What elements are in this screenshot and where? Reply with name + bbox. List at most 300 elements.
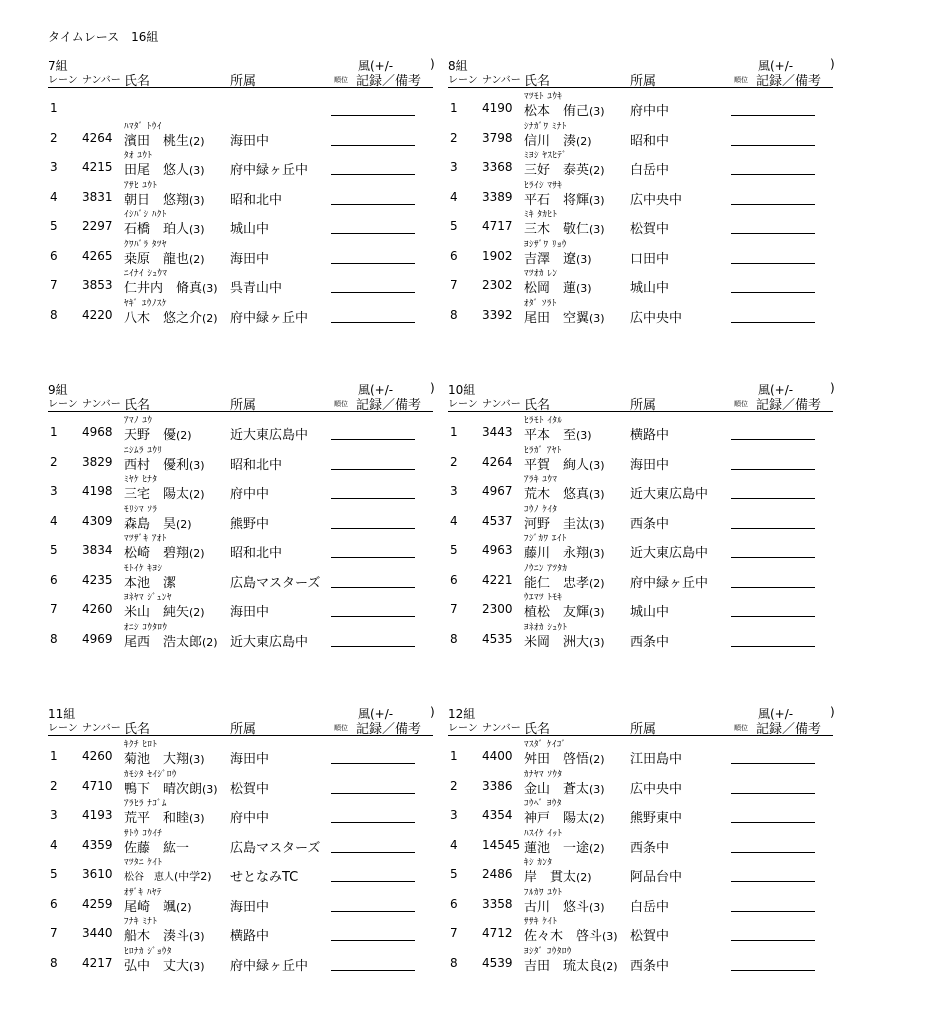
name-kana: ｺｳﾉ ｹｲﾀ [524, 504, 558, 515]
athlete-grade: (2) [189, 134, 205, 148]
entry-row [48, 148, 433, 178]
bib-number: 4221 [482, 572, 513, 587]
heat-block [448, 381, 833, 649]
lane-number: 1 [450, 749, 458, 763]
lane-header: レーン [448, 75, 478, 86]
bib-number: 4535 [482, 631, 513, 646]
entry-row [48, 472, 433, 502]
bib-number: 2302 [482, 278, 513, 292]
entry-row [48, 296, 433, 326]
athlete-name-text: 佐藤 紘一 [124, 840, 190, 856]
record-field[interactable] [331, 881, 415, 882]
affiliation: 海田中 [230, 605, 270, 620]
affiliation: 近大東広島中 [630, 546, 709, 561]
name-kana: ﾊｽｲｹ ｲｯﾄ [524, 828, 563, 839]
bib-number: 4967 [482, 484, 513, 498]
bib-number: 4717 [482, 219, 513, 233]
athlete-name-text: 河野 圭汰 [524, 516, 590, 532]
athlete-grade: (3) [589, 900, 605, 914]
bib-number: 3831 [82, 189, 113, 204]
lane-number: 6 [450, 572, 458, 587]
bib-number: 4969 [82, 631, 113, 646]
athlete-name [524, 513, 605, 532]
lane-number: 7 [50, 278, 58, 292]
name-kana: ｳｴﾏﾂ ﾄﾓｷ [524, 593, 563, 603]
name-kana: ｱﾏﾉ ﾕｳ [124, 416, 153, 426]
athlete-grade: (3) [576, 252, 592, 266]
affiliation: 府中中 [630, 104, 670, 119]
athlete-grade: (3) [589, 193, 605, 207]
name-header: 氏名 [124, 722, 151, 737]
bib-number: 2297 [82, 219, 113, 233]
athlete-name-text: 石橋 珀人 [124, 222, 190, 237]
athlete-name [124, 424, 192, 443]
record-field[interactable] [731, 469, 815, 470]
bib-number: 2300 [482, 602, 513, 616]
athlete-name-text: 三宅 陽太 [124, 487, 190, 502]
name-kana: ｱﾗｷ ﾕｳﾏ [524, 475, 558, 485]
record-field[interactable] [331, 292, 415, 293]
wind-label: 風(+/- [758, 59, 794, 73]
record-field[interactable] [331, 263, 415, 264]
name-kana: ﾀｵ ﾕｳﾄ [124, 151, 153, 161]
record-field[interactable] [731, 498, 815, 499]
wind-close: ) [430, 57, 435, 71]
athlete-name [524, 542, 605, 561]
athlete-name-text: 荒木 悠真 [524, 487, 590, 502]
affiliation: 昭和中 [630, 133, 670, 149]
affiliation: 府中緑ヶ丘中 [230, 958, 309, 974]
lane-number: 3 [50, 484, 58, 498]
name-kana: ｻﾄｳ ｺｳｲﾁ [124, 828, 163, 839]
bib-number: 3610 [82, 867, 113, 881]
heat-block [448, 705, 833, 973]
record-field[interactable] [331, 763, 415, 764]
entry-row [448, 620, 833, 650]
lane-number: 4 [450, 837, 458, 852]
record-field[interactable] [331, 911, 415, 912]
athlete-name-text: 吉澤 遼 [524, 251, 577, 267]
bib-number: 3440 [82, 926, 113, 940]
record-field[interactable] [331, 940, 415, 941]
name-kana: ﾏﾂﾀﾆ ｹｲﾄ [124, 858, 163, 868]
bib-number: 3392 [482, 307, 513, 322]
rank-header: 順位 [334, 76, 348, 84]
heat-header [448, 381, 833, 413]
record-field[interactable] [331, 498, 415, 499]
affiliation: 広中央中 [630, 781, 683, 797]
entry-row [48, 89, 433, 119]
wind-label: 風(+/- [358, 383, 394, 397]
lane-number: 7 [450, 926, 458, 940]
affiliation: 松賀中 [230, 781, 270, 797]
lane-number: 5 [50, 543, 58, 557]
heat-label: 9組 [48, 383, 68, 397]
lane-number: 2 [450, 130, 458, 145]
lane-number: 6 [50, 572, 58, 587]
record-field[interactable] [331, 174, 415, 175]
affiliation-header: 所属 [630, 398, 657, 413]
athlete-grade: (3) [189, 959, 205, 973]
affiliation: 昭和北中 [230, 457, 283, 473]
record-header: 記録／備考 [356, 74, 422, 89]
wind-label: 風(+/- [758, 707, 794, 721]
athlete-name [524, 100, 605, 119]
affiliation: 横路中 [230, 929, 270, 944]
record-field[interactable] [731, 881, 815, 882]
athlete-name-text: 蓮池 一途 [524, 840, 590, 856]
bib-number: 3798 [482, 130, 513, 145]
athlete-name-text: 岸 貫太 [524, 870, 577, 885]
record-field[interactable] [731, 940, 815, 941]
name-header: 氏名 [524, 74, 551, 89]
entry-row [448, 148, 833, 178]
lane-number: 2 [450, 454, 458, 469]
record-field[interactable] [331, 439, 415, 440]
athlete-name-text: 尾田 空翼 [524, 310, 590, 326]
record-header: 記録／備考 [756, 398, 822, 413]
name-kana: ｱｻﾋ ﾕｳﾄ [124, 180, 158, 191]
record-field[interactable] [731, 822, 815, 823]
lane-number: 3 [450, 160, 458, 174]
athlete-name [524, 601, 605, 620]
wind-close: ) [430, 705, 435, 719]
athlete-grade: (3) [589, 105, 605, 118]
record-field[interactable] [331, 233, 415, 234]
name-kana: ﾓﾘｼﾏ ｿﾗ [124, 504, 158, 515]
rank-header: 順位 [734, 400, 748, 408]
entry-row [48, 531, 433, 561]
record-field[interactable] [331, 204, 415, 205]
athlete-name-text: 平石 将輝 [524, 192, 590, 208]
wind-close: ) [830, 57, 835, 71]
affiliation: 海田中 [230, 752, 270, 767]
name-kana: ｶﾅﾔﾏ ｿｳﾀ [524, 769, 563, 780]
athlete-name [124, 218, 205, 237]
lane-number: 8 [50, 631, 58, 646]
record-field[interactable] [731, 646, 815, 647]
page-title: タイムレース 16組 [48, 30, 159, 44]
lane-number: 2 [50, 130, 58, 145]
record-field[interactable] [731, 263, 815, 264]
name-kana: ﾏｽﾀﾞ ｹｲｺﾞ [524, 740, 567, 750]
athlete-name [124, 955, 205, 974]
record-field[interactable] [331, 616, 415, 617]
name-kana: ﾐｷ ﾀｶﾋﾄ [524, 210, 558, 220]
name-kana: ｻｻｷ ｹｲﾄ [524, 917, 558, 927]
name-kana: ﾖｼｻﾞﾜ ﾘｮｳ [524, 239, 567, 250]
record-field[interactable] [331, 469, 415, 470]
entry-row [48, 737, 433, 767]
affiliation: 広中央中 [630, 310, 683, 326]
record-field[interactable] [731, 115, 815, 116]
affiliation: 呉青山中 [230, 281, 283, 296]
record-field[interactable] [731, 911, 815, 912]
lane-number: 5 [50, 867, 58, 881]
entry-row [448, 737, 833, 767]
heat-header [48, 705, 433, 737]
wind-label: 風(+/- [358, 59, 394, 73]
name-kana: ｶﾓｼﾀ ｾｲｼﾞﾛｳ [124, 769, 177, 780]
name-kana: ﾓﾄｲｹ ｷﾖｼ [124, 563, 163, 574]
name-kana: ﾖﾈｵｶ ｼｭｳﾄ [524, 622, 568, 633]
athlete-name-text: 信川 湊 [524, 133, 577, 149]
athlete-name-text: 米山 純矢 [124, 605, 190, 620]
athlete-grade: (3) [189, 223, 205, 236]
record-field[interactable] [731, 292, 815, 293]
affiliation: 江田島中 [630, 752, 683, 767]
lane-number: 5 [450, 543, 458, 557]
header-divider [448, 735, 833, 736]
athlete-grade: (3) [202, 782, 218, 796]
affiliation: 昭和北中 [230, 546, 283, 561]
entry-row [48, 826, 433, 856]
heat-label: 7組 [48, 59, 68, 73]
entry-row [448, 531, 833, 561]
athlete-grade: (3) [189, 458, 205, 472]
affiliation: 海田中 [230, 899, 270, 915]
bib-number: 4359 [82, 837, 113, 852]
athlete-name [124, 631, 218, 650]
record-field[interactable] [331, 115, 415, 116]
affiliation-header: 所属 [630, 722, 657, 737]
record-header: 記録／備考 [356, 398, 422, 413]
heat-block [48, 57, 433, 325]
lane-header: レーン [48, 399, 78, 410]
athlete-name-text: 西村 優利 [124, 457, 190, 473]
affiliation: 海田中 [630, 457, 670, 473]
bib-number: 2486 [482, 867, 513, 881]
bib-number: 4968 [82, 425, 113, 439]
record-header: 記録／備考 [756, 722, 822, 737]
athlete-grade: (3) [189, 193, 205, 207]
name-kana: ﾋﾗｶﾞ ｱﾔﾄ [524, 445, 562, 456]
name-kana: ｸﾜﾊﾞﾗ ﾀﾂﾔ [124, 239, 167, 250]
record-field[interactable] [731, 852, 815, 853]
heat-block [48, 705, 433, 973]
athlete-name [524, 837, 605, 856]
athlete-name [124, 837, 189, 856]
entry-row [48, 119, 433, 149]
name-kana: ﾊﾏﾀﾞ ﾄｳｲ [124, 121, 162, 132]
record-field[interactable] [731, 204, 815, 205]
entry-row [48, 855, 433, 885]
name-kana: ﾏﾂｻﾞｷ ｱｵﾄ [124, 534, 167, 544]
wind-close: ) [830, 705, 835, 719]
entry-row [48, 914, 433, 944]
lane-number: 1 [450, 101, 458, 115]
record-field[interactable] [331, 970, 415, 971]
athlete-name [124, 868, 212, 884]
record-field[interactable] [731, 616, 815, 617]
athlete-name-text: 尾崎 颯 [124, 899, 177, 915]
athlete-grade: (2) [602, 959, 618, 973]
record-field[interactable] [731, 970, 815, 971]
header-divider [448, 411, 833, 412]
entry-row [448, 767, 833, 797]
bib-number: 3834 [82, 543, 113, 557]
entry-row [448, 296, 833, 326]
lane-number: 5 [450, 219, 458, 233]
athlete-name [124, 925, 205, 944]
athlete-name-text: 平本 至 [524, 428, 577, 443]
record-field[interactable] [731, 587, 815, 588]
athlete-grade: (2) [202, 635, 218, 649]
athlete-name-text: 田尾 悠人 [124, 163, 190, 178]
entry-row [448, 472, 833, 502]
bib-number: 4537 [482, 513, 513, 528]
athlete-name-text: 本池 潔 [124, 575, 177, 591]
affiliation: 府中中 [230, 487, 270, 502]
bib-number: 4400 [482, 749, 513, 763]
affiliation: 西条中 [630, 516, 670, 532]
entry-row [448, 914, 833, 944]
athlete-grade: (2) [202, 311, 218, 325]
athlete-grade: (2) [189, 606, 205, 619]
athlete-name-text: 金山 蒼太 [524, 781, 590, 797]
entry-row [448, 89, 833, 119]
athlete-grade: (3) [576, 429, 592, 442]
record-field[interactable] [331, 322, 415, 323]
athlete-name [124, 807, 205, 826]
affiliation: 阿品台中 [630, 870, 683, 885]
record-field[interactable] [731, 763, 815, 764]
lane-number: 1 [50, 749, 58, 763]
affiliation: 近大東広島中 [630, 487, 709, 502]
entry-row [448, 590, 833, 620]
athlete-grade: (2) [176, 517, 192, 531]
bib-number: 3358 [482, 896, 513, 911]
record-field[interactable] [731, 793, 815, 794]
athlete-grade: (3) [589, 488, 605, 501]
name-kana: ｵﾀﾞ ｿﾗﾄ [524, 298, 557, 309]
header-divider [48, 735, 433, 736]
wind-label: 風(+/- [358, 707, 394, 721]
athlete-grade: (2) [176, 900, 192, 914]
lane-header: レーン [448, 723, 478, 734]
name-kana: ﾆｲﾅｲ ｼｭｳﾏ [124, 269, 168, 279]
bib-number: 3443 [482, 425, 513, 439]
name-kana: ｱﾗﾋﾗ ﾅｺﾞﾑ [124, 799, 167, 809]
record-field[interactable] [731, 145, 815, 146]
athlete-name-text: 尾西 浩太郎 [124, 634, 203, 650]
number-header: ナンバー [82, 723, 121, 734]
affiliation: 城山中 [630, 281, 670, 296]
record-field[interactable] [731, 528, 815, 529]
athlete-name [124, 277, 218, 296]
lane-number: 4 [450, 189, 458, 204]
bib-number: 4259 [82, 896, 113, 911]
athlete-name [124, 896, 192, 915]
entry-row [448, 944, 833, 974]
name-kana: ﾌﾅｷ ﾐﾅﾄ [124, 917, 158, 927]
athlete-grade: (3) [589, 782, 605, 796]
affiliation: 熊野東中 [630, 811, 683, 826]
name-kana: ﾐﾔｹ ﾋﾅﾀ [124, 475, 158, 485]
athlete-name-text: 荒平 和睦 [124, 811, 190, 826]
lane-header: レーン [48, 75, 78, 86]
athlete-grade: (3) [189, 164, 205, 177]
lane-number: 6 [450, 248, 458, 263]
athlete-name-text: 古川 悠斗 [524, 899, 590, 915]
name-kana: ﾖｼﾀﾞ ｺｳﾀﾛｳ [524, 946, 572, 957]
entry-row [448, 266, 833, 296]
bib-number: 3368 [482, 160, 513, 174]
entry-row [448, 855, 833, 885]
athlete-name-text: 藤川 永翔 [524, 546, 590, 561]
bib-number: 4190 [482, 101, 513, 115]
entry-row [448, 178, 833, 208]
record-field[interactable] [331, 646, 415, 647]
heat-header [48, 57, 433, 89]
athlete-name-text: 舛田 啓悟 [524, 752, 590, 767]
athlete-name-text: 鴨下 晴次朗 [124, 781, 203, 797]
lane-number: 3 [450, 808, 458, 822]
lane-number: 1 [50, 101, 58, 115]
bib-number: 3389 [482, 189, 513, 204]
record-field[interactable] [731, 439, 815, 440]
affiliation: 西条中 [630, 840, 670, 856]
entry-row [48, 443, 433, 473]
athlete-grade: (3) [589, 311, 605, 325]
record-header: 記録／備考 [756, 74, 822, 89]
record-field[interactable] [331, 587, 415, 588]
athlete-name [124, 601, 205, 620]
record-field[interactable] [731, 174, 815, 175]
record-field[interactable] [331, 822, 415, 823]
record-field[interactable] [331, 557, 415, 558]
athlete-name [524, 778, 605, 797]
athlete-name [524, 631, 605, 650]
name-kana: ﾌﾙｶﾜ ﾕｳﾄ [524, 887, 563, 898]
lane-number: 4 [450, 513, 458, 528]
affiliation: 近大東広島中 [230, 634, 309, 650]
record-field[interactable] [731, 557, 815, 558]
affiliation: 広島マスターズ [230, 840, 321, 856]
record-field[interactable] [731, 322, 815, 323]
affiliation: 海田中 [230, 251, 270, 267]
bib-number: 3853 [82, 278, 113, 292]
bib-number: 4215 [82, 160, 113, 174]
affiliation: 海田中 [230, 133, 270, 149]
athlete-name [524, 248, 592, 267]
rank-header: 順位 [734, 724, 748, 732]
lane-number: 7 [50, 926, 58, 940]
record-field[interactable] [331, 852, 415, 853]
athlete-name [524, 218, 605, 237]
record-field[interactable] [331, 528, 415, 529]
bib-number: 4235 [82, 572, 113, 587]
record-field[interactable] [331, 793, 415, 794]
athlete-grade: (2) [589, 841, 605, 855]
bib-number: 4354 [482, 808, 513, 822]
athlete-grade: (3) [589, 606, 605, 619]
affiliation: 口田中 [630, 251, 670, 267]
wind-close: ) [830, 381, 835, 395]
entry-row [448, 119, 833, 149]
name-kana: ﾋﾗﾓﾄ ｲﾀﾙ [524, 416, 563, 426]
affiliation-header: 所属 [230, 722, 257, 737]
header-divider [48, 87, 433, 88]
athlete-name [524, 896, 605, 915]
bib-number: 3386 [482, 778, 513, 793]
number-header: ナンバー [482, 75, 521, 86]
athlete-name [124, 542, 205, 561]
entry-row [448, 826, 833, 856]
record-field[interactable] [731, 233, 815, 234]
record-field[interactable] [331, 145, 415, 146]
lane-number: 4 [50, 513, 58, 528]
